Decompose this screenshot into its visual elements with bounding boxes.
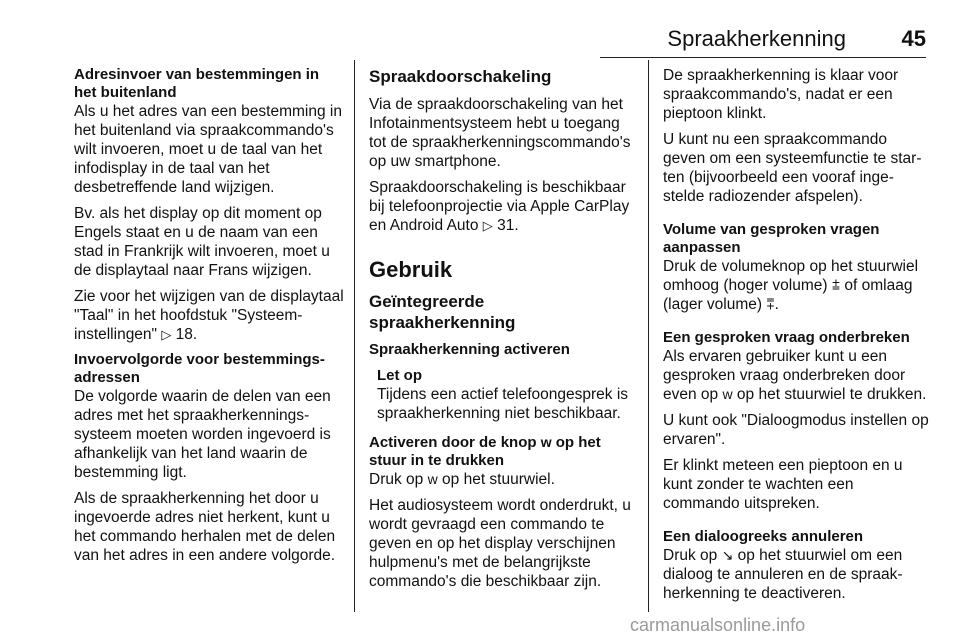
heading-foreign-address: Adresinvoer van bestemmingen in het buitenland — [74, 66, 320, 101]
paragraph: De volgorde waarin de delen van een adres met het spraakherkenningssysteem moeten worden ingevoerd is afhankelijk van het land waarin de bestemming ligt. — [74, 388, 331, 481]
paragraph: Het audiosysteem wordt onderdrukt, u wordt gevraagd een commando te geven en op het display verschijnen hulpmenu's met de belangrijkste commando's die beschikbaar zijn. — [369, 497, 631, 590]
paragraph: Er klinkt meteen een pieptoon en u kunt zonder te wachten een commando uitspreken. — [663, 457, 903, 512]
paragraph: Via de spraakdoorschakeling van het Infotainmentsysteem hebt u toegang tot de spraakherkenningscommando's op uw smartphone. — [369, 96, 631, 170]
heading-address-order: Invoervolgorde voor bestemmingsadressen — [74, 351, 325, 386]
paragraph: Spraakdoorschakeling is beschikbaar bij telefoonprojectie via Apple CarPlay en Android Auto ▷ 31. — [369, 179, 630, 234]
column-middle — [369, 66, 635, 598]
end-call-icon: ↘ — [721, 547, 734, 563]
voice-button-icon: w — [427, 471, 438, 487]
heading-interrupt: Een gesproken vraag onderbreken — [663, 329, 910, 346]
heading-volume: Volume van gesproken vragen aanpassen — [663, 221, 880, 256]
paragraph: Zie voor het wijzigen van de displaytaal "Taal" in het hoofdstuk "Systeeminstellingen" ▷ 18. — [74, 288, 344, 343]
heading-usage: Gebruik — [369, 257, 453, 282]
page-number: 45 — [901, 26, 926, 51]
paragraph: Druk op w op het stuurwiel. — [369, 471, 555, 488]
note-box — [369, 367, 635, 423]
paragraph: U kunt nu een spraakcommando geven om een systeemfunctie te starten (bijvoorbeeld een vooraf ingestelde radiozender afspelen). — [663, 131, 922, 205]
column-right — [663, 66, 929, 610]
voice-button-icon: w — [722, 386, 733, 402]
heading-activate-button: Activeren door de knop w op het stuur in te drukken — [369, 434, 601, 469]
paragraph: Als de spraakherkenning het door u ingevoerde adres niet herkent, kunt u het commando herhalen met de delen van het adres in een andere volgorde. — [74, 490, 336, 564]
volume-down-icon: ⩱ — [766, 296, 775, 312]
column-divider — [354, 60, 355, 612]
paragraph: Als u het adres van een bestemming in het buitenland via spraakcommando's wilt invoeren, moet u de taal van het infodisplay in de taal van het desbetreffende land wijzigen. — [74, 103, 342, 196]
column-divider — [648, 60, 649, 612]
note-text: Tijdens een actief telefoongesprek is spraakherkenning niet beschikbaar. — [377, 386, 629, 422]
header-rule — [600, 57, 926, 58]
note-label: Let op — [377, 367, 422, 384]
page-header — [600, 26, 926, 56]
chapter-title: Spraakherkenning — [667, 26, 846, 51]
page-reference-icon: ▷ — [161, 327, 172, 342]
heading-activate: Spraakherkenning activeren — [369, 341, 570, 358]
column-left — [74, 66, 344, 572]
paragraph: Bv. als het display op dit moment op Engels staat en u de naam van een stad in Frankrijk wilt invoeren, moet u de displaytaal naar Frans wijzigen. — [74, 205, 330, 279]
heading-passthrough: Spraakdoorschakeling — [369, 67, 552, 86]
watermark: carmanualsonline.info — [630, 615, 806, 635]
heading-integrated-recognition: Geïntegreerde spraakherkenning — [369, 292, 516, 332]
paragraph: Druk op ↘ op het stuurwiel om een dialoog te annuleren en de spraakherkenning te deactiveren. — [663, 547, 903, 602]
page-reference-icon: ▷ — [482, 218, 493, 233]
volume-up-icon: ⩲ — [831, 277, 841, 293]
voice-button-icon: w — [540, 434, 552, 450]
paragraph: Druk de volumeknop op het stuurwiel omhoog (hoger volume) ⩲ of omlaag (lager volume) ⩱. — [663, 258, 919, 313]
paragraph: Als ervaren gebruiker kunt u een gesproken vraag onderbreken door even op w op het stuurwiel te drukken. — [663, 348, 927, 403]
paragraph: U kunt ook "Dialoogmodus instellen op ervaren". — [663, 412, 929, 448]
paragraph: De spraakherkenning is klaar voor spraakcommando's, nadat er een pieptoon klinkt. — [663, 67, 899, 122]
heading-cancel-dialog: Een dialoogreeks annuleren — [663, 528, 864, 545]
